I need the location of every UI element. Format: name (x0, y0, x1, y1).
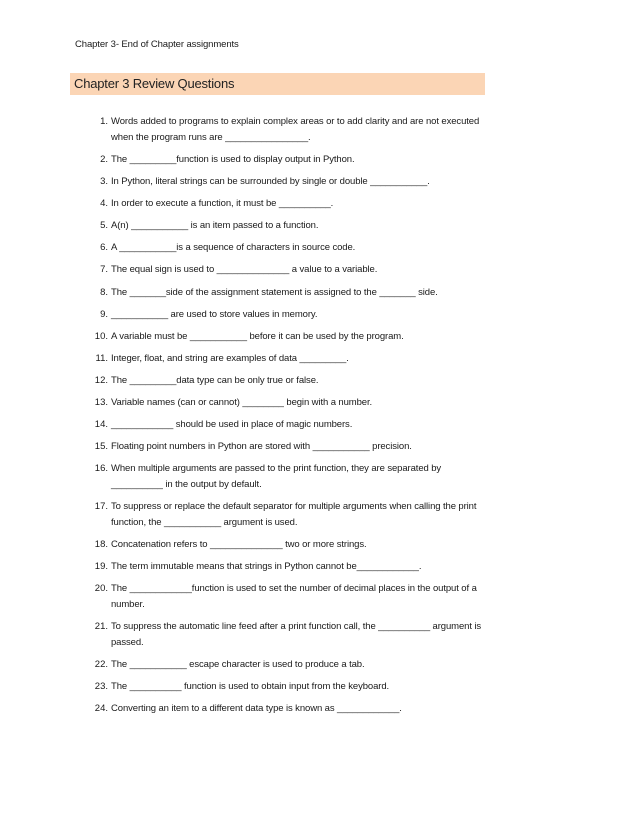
question-number: 14. (94, 419, 108, 430)
question-number: 13. (94, 397, 108, 408)
question-number: 16. (94, 463, 108, 474)
question-number: 7. (100, 264, 108, 275)
question-text: Concatenation refers to ______________ two or more strings. (111, 539, 367, 550)
question-number: 15. (94, 441, 108, 452)
question-number: 23. (94, 681, 108, 692)
question-number: 4. (100, 198, 108, 209)
question-number: 9. (100, 309, 108, 320)
question-text: The ___________ escape character is used to produce a tab. (111, 659, 365, 670)
question-number: 8. (100, 287, 108, 298)
question-number: 20. (94, 583, 108, 594)
question-number: 3. (100, 176, 108, 187)
question-text: In order to execute a function, it must be __________. (111, 198, 334, 209)
document-header: Chapter 3- End of Chapter assignments (75, 39, 239, 50)
question-text: The _________function is used to display output in Python. (111, 154, 355, 165)
question-text: Converting an item to a different data type is known as ____________. (111, 703, 402, 714)
question-text: When multiple arguments are passed to the print function, they are separated by __________ in the output by default. (111, 463, 442, 490)
question-text: Floating point numbers in Python are stored with ___________ precision. (111, 441, 412, 452)
question-text: The __________ function is used to obtain input from the keyboard. (111, 681, 390, 692)
question-text: Integer, float, and string are examples of data _________. (111, 353, 349, 364)
question-text: Variable names (can or cannot) ________ begin with a number. (111, 397, 373, 408)
question-number: 6. (100, 242, 108, 253)
question-number: 21. (94, 621, 108, 632)
question-number: 2. (100, 154, 108, 165)
question-text: ___________ are used to store values in memory. (111, 309, 318, 320)
question-text: The term immutable means that strings in Python cannot be____________. (111, 561, 422, 572)
question-text: To suppress the automatic line feed after a print function call, the __________ argument is passed. (111, 621, 482, 648)
question-text: A(n) ___________ is an item passed to a function. (111, 220, 319, 231)
question-number: 5. (100, 220, 108, 231)
question-number: 10. (94, 331, 108, 342)
question-number: 18. (94, 539, 108, 550)
section-heading-bar (70, 73, 485, 95)
question-text: ____________ should be used in place of magic numbers. (111, 419, 353, 430)
question-number: 1. (100, 116, 108, 127)
question-number: 24. (94, 703, 108, 714)
question-number: 17. (94, 501, 108, 512)
question-text: The _______side of the assignment statement is assigned to the _______ side. (111, 287, 438, 298)
question-number: 12. (94, 375, 108, 386)
section-title: Chapter 3 Review Questions (74, 76, 235, 91)
question-text: A variable must be ___________ before it can be used by the program. (111, 331, 404, 342)
question-text: The ____________function is used to set the number of decimal places in the output of a number. (111, 583, 477, 610)
question-number: 22. (94, 659, 108, 670)
question-number: 11. (95, 353, 108, 364)
question-text: The _________data type can be only true or false. (111, 375, 319, 386)
question-text: In Python, literal strings can be surrounded by single or double ___________. (111, 176, 430, 187)
question-text: The equal sign is used to ______________ a value to a variable. (111, 264, 378, 275)
question-text: To suppress or replace the default separator for multiple arguments when calling the print function, the ___________ argument is used. (111, 501, 477, 528)
question-text: A ___________is a sequence of characters in source code. (111, 242, 356, 253)
question-number: 19. (94, 561, 108, 572)
question-text: Words added to programs to explain complex areas or to add clarity and are not executed when the program runs are ________________. (111, 116, 480, 143)
